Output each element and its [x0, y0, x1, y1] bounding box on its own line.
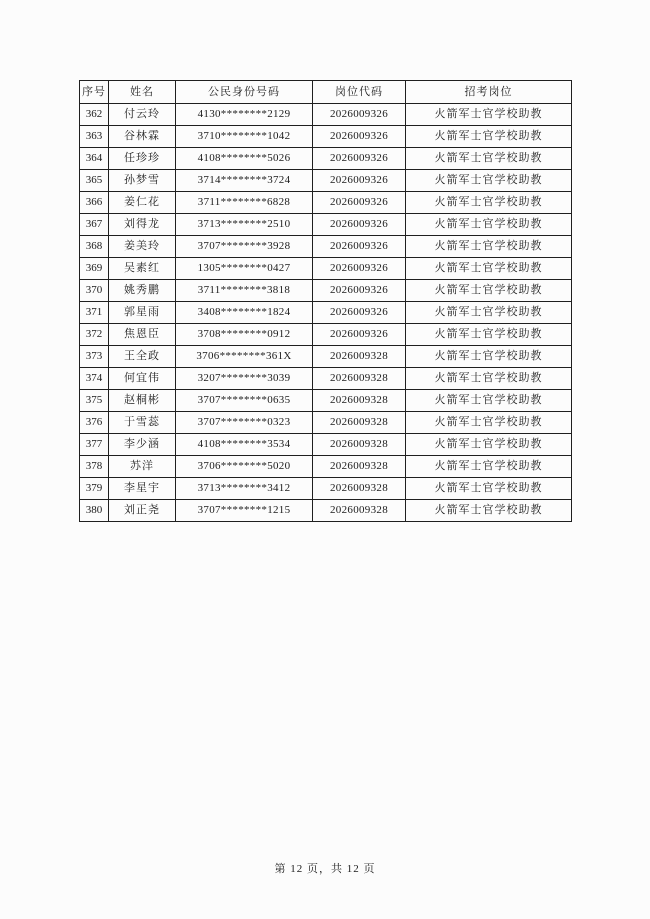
cell-citizen-id: 3714********3724: [176, 170, 313, 192]
cell-name: 刘正尧: [109, 500, 176, 522]
table-row: [80, 500, 572, 522]
cell-name: 姚秀鹏: [109, 280, 176, 302]
cell-serial-number: 372: [80, 324, 109, 346]
cell-position-code: 2026009328: [313, 390, 406, 412]
cell-name: 何宜伟: [109, 368, 176, 390]
cell-name: 任珍珍: [109, 148, 176, 170]
cell-name: 姜美玲: [109, 236, 176, 258]
table-row: [80, 368, 572, 390]
cell-name: 苏洋: [109, 456, 176, 478]
cell-name: 孙梦雪: [109, 170, 176, 192]
column-header: 姓名: [109, 81, 176, 104]
table-row: [80, 324, 572, 346]
column-header: 招考岗位: [406, 81, 572, 104]
cell-name: 付云玲: [109, 104, 176, 126]
cell-recruitment-position: 火箭军士官学校助教: [406, 192, 572, 214]
cell-citizen-id: 3707********3928: [176, 236, 313, 258]
cell-citizen-id: 3713********3412: [176, 478, 313, 500]
cell-recruitment-position: 火箭军士官学校助教: [406, 148, 572, 170]
table-row: [80, 192, 572, 214]
cell-serial-number: 373: [80, 346, 109, 368]
cell-serial-number: 374: [80, 368, 109, 390]
cell-name: 刘得龙: [109, 214, 176, 236]
cell-citizen-id: 3711********6828: [176, 192, 313, 214]
table-row: [80, 214, 572, 236]
cell-citizen-id: 3713********2510: [176, 214, 313, 236]
cell-name: 郭星雨: [109, 302, 176, 324]
cell-position-code: 2026009326: [313, 170, 406, 192]
cell-position-code: 2026009326: [313, 302, 406, 324]
cell-recruitment-position: 火箭军士官学校助教: [406, 126, 572, 148]
cell-serial-number: 380: [80, 500, 109, 522]
cell-citizen-id: 3706********361X: [176, 346, 313, 368]
cell-serial-number: 367: [80, 214, 109, 236]
table-row: [80, 434, 572, 456]
cell-position-code: 2026009328: [313, 434, 406, 456]
cell-serial-number: 369: [80, 258, 109, 280]
table-body: [80, 104, 572, 522]
cell-position-code: 2026009328: [313, 478, 406, 500]
cell-recruitment-position: 火箭军士官学校助教: [406, 412, 572, 434]
cell-name: 李少涵: [109, 434, 176, 456]
cell-serial-number: 366: [80, 192, 109, 214]
table-row: [80, 170, 572, 192]
table-row: [80, 258, 572, 280]
cell-recruitment-position: 火箭军士官学校助教: [406, 500, 572, 522]
cell-serial-number: 363: [80, 126, 109, 148]
cell-recruitment-position: 火箭军士官学校助教: [406, 368, 572, 390]
cell-position-code: 2026009326: [313, 192, 406, 214]
cell-recruitment-position: 火箭军士官学校助教: [406, 214, 572, 236]
cell-position-code: 2026009326: [313, 324, 406, 346]
cell-serial-number: 375: [80, 390, 109, 412]
table-row: [80, 148, 572, 170]
cell-name: 李星宇: [109, 478, 176, 500]
cell-citizen-id: 3207********3039: [176, 368, 313, 390]
cell-serial-number: 378: [80, 456, 109, 478]
cell-citizen-id: 3706********5020: [176, 456, 313, 478]
cell-position-code: 2026009326: [313, 236, 406, 258]
cell-citizen-id: 1305********0427: [176, 258, 313, 280]
cell-name: 于雪蕊: [109, 412, 176, 434]
table-row: [80, 346, 572, 368]
cell-position-code: 2026009328: [313, 368, 406, 390]
cell-citizen-id: 3708********0912: [176, 324, 313, 346]
cell-position-code: 2026009326: [313, 126, 406, 148]
table-header-row: [80, 81, 572, 104]
column-header: 公民身份号码: [176, 81, 313, 104]
cell-position-code: 2026009328: [313, 456, 406, 478]
cell-recruitment-position: 火箭军士官学校助教: [406, 390, 572, 412]
cell-citizen-id: 3710********1042: [176, 126, 313, 148]
cell-position-code: 2026009328: [313, 500, 406, 522]
cell-serial-number: 365: [80, 170, 109, 192]
cell-recruitment-position: 火箭军士官学校助教: [406, 258, 572, 280]
cell-position-code: 2026009326: [313, 258, 406, 280]
column-header: 序号: [80, 81, 109, 104]
table-row: [80, 412, 572, 434]
cell-recruitment-position: 火箭军士官学校助教: [406, 236, 572, 258]
cell-position-code: 2026009326: [313, 214, 406, 236]
cell-position-code: 2026009326: [313, 280, 406, 302]
cell-citizen-id: 3707********0635: [176, 390, 313, 412]
cell-position-code: 2026009326: [313, 148, 406, 170]
cell-recruitment-position: 火箭军士官学校助教: [406, 478, 572, 500]
table-row: [80, 478, 572, 500]
table-row: [80, 280, 572, 302]
cell-name: 姜仁花: [109, 192, 176, 214]
cell-recruitment-position: 火箭军士官学校助教: [406, 324, 572, 346]
table-row: [80, 390, 572, 412]
table-row: [80, 104, 572, 126]
cell-position-code: 2026009328: [313, 412, 406, 434]
cell-recruitment-position: 火箭军士官学校助教: [406, 170, 572, 192]
cell-recruitment-position: 火箭军士官学校助教: [406, 456, 572, 478]
cell-recruitment-position: 火箭军士官学校助教: [406, 302, 572, 324]
cell-serial-number: 364: [80, 148, 109, 170]
cell-serial-number: 362: [80, 104, 109, 126]
cell-citizen-id: 3707********1215: [176, 500, 313, 522]
cell-name: 王全政: [109, 346, 176, 368]
cell-recruitment-position: 火箭军士官学校助教: [406, 104, 572, 126]
cell-position-code: 2026009326: [313, 104, 406, 126]
cell-recruitment-position: 火箭军士官学校助教: [406, 434, 572, 456]
cell-name: 吴素红: [109, 258, 176, 280]
cell-recruitment-position: 火箭军士官学校助教: [406, 280, 572, 302]
cell-citizen-id: 4108********5026: [176, 148, 313, 170]
column-header: 岗位代码: [313, 81, 406, 104]
cell-citizen-id: 3408********1824: [176, 302, 313, 324]
cell-serial-number: 377: [80, 434, 109, 456]
cell-name: 谷林霖: [109, 126, 176, 148]
table-row: [80, 236, 572, 258]
cell-position-code: 2026009328: [313, 346, 406, 368]
cell-serial-number: 368: [80, 236, 109, 258]
cell-citizen-id: 4130********2129: [176, 104, 313, 126]
cell-serial-number: 376: [80, 412, 109, 434]
cell-citizen-id: 3707********0323: [176, 412, 313, 434]
page-number-footer: 第 12 页，共 12 页: [274, 863, 376, 875]
cell-citizen-id: 4108********3534: [176, 434, 313, 456]
table-row: [80, 456, 572, 478]
cell-serial-number: 371: [80, 302, 109, 324]
cell-name: 焦恩臣: [109, 324, 176, 346]
recruitment-roster-table: [79, 80, 572, 522]
cell-citizen-id: 3711********3818: [176, 280, 313, 302]
cell-serial-number: 379: [80, 478, 109, 500]
cell-recruitment-position: 火箭军士官学校助教: [406, 346, 572, 368]
table-row: [80, 302, 572, 324]
cell-serial-number: 370: [80, 280, 109, 302]
table-row: [80, 126, 572, 148]
cell-name: 赵桐彬: [109, 390, 176, 412]
